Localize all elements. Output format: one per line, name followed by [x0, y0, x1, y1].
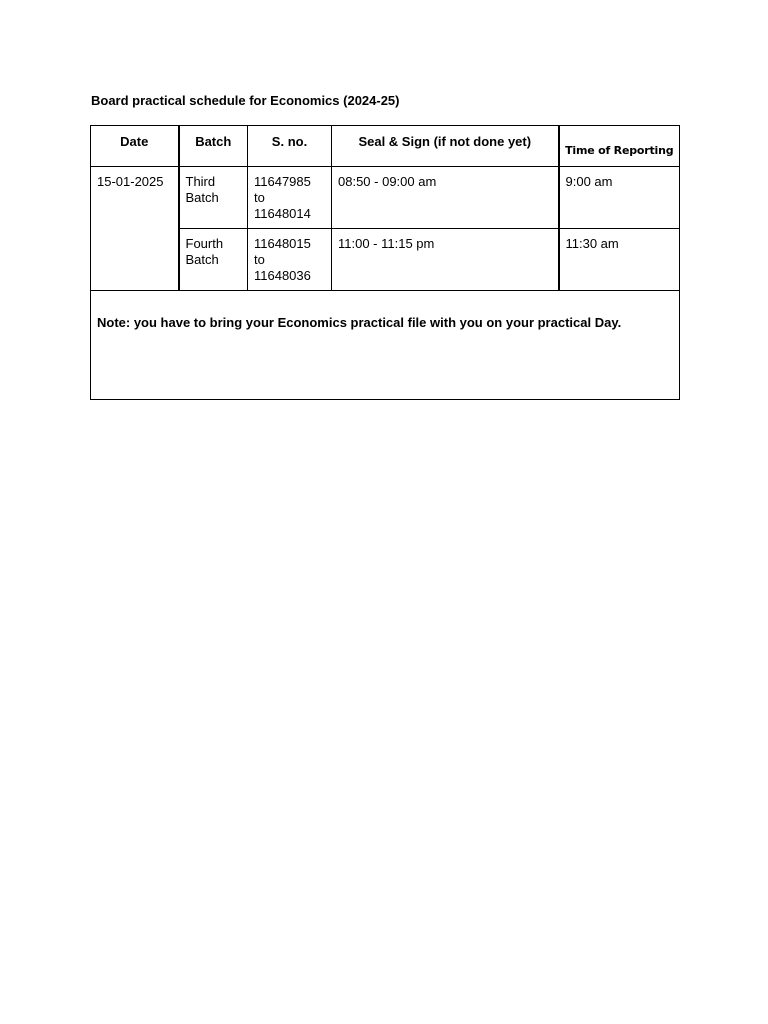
batch-cell: [179, 167, 248, 229]
header-date: Date: [91, 126, 179, 167]
sno-cell: [248, 167, 332, 229]
note-row: [91, 291, 680, 400]
table-header-row: [91, 126, 680, 167]
schedule-table: [90, 125, 680, 400]
reporting-time-cell: 9:00 am: [559, 167, 680, 229]
batch-label: Third: [185, 174, 216, 189]
sno-from: 11647985: [254, 174, 311, 189]
sno-cell: [248, 229, 332, 291]
sno-from: 11648015: [254, 236, 311, 251]
sno-to: 11648014: [254, 206, 311, 221]
batch-label: Batch: [185, 252, 219, 267]
header-batch: Batch: [179, 126, 248, 167]
sno-to-word: to: [254, 190, 265, 205]
sno-to: 11648036: [254, 268, 311, 283]
note-text: Note: you have to bring your Economics practical file with you on your practical Day.: [97, 315, 622, 330]
batch-label: Fourth: [185, 236, 224, 251]
date-cell: 15-01-2025: [91, 167, 179, 291]
header-time-of-reporting: Time of Reporting: [559, 126, 680, 167]
table-row: [91, 167, 680, 229]
header-seal-sign: Seal & Sign (if not done yet): [332, 126, 559, 167]
batch-cell: [179, 229, 248, 291]
batch-label: Batch: [185, 190, 219, 205]
reporting-time-cell: 11:30 am: [559, 229, 680, 291]
sno-to-word: to: [254, 252, 265, 267]
table-row: [91, 229, 680, 291]
seal-sign-cell: 08:50 - 09:00 am: [332, 167, 559, 229]
document-title: Board practical schedule for Economics (2024-25): [91, 93, 400, 108]
seal-sign-cell: 11:00 - 11:15 pm: [332, 229, 559, 291]
note-cell: [91, 291, 680, 400]
header-sno: S. no.: [248, 126, 332, 167]
